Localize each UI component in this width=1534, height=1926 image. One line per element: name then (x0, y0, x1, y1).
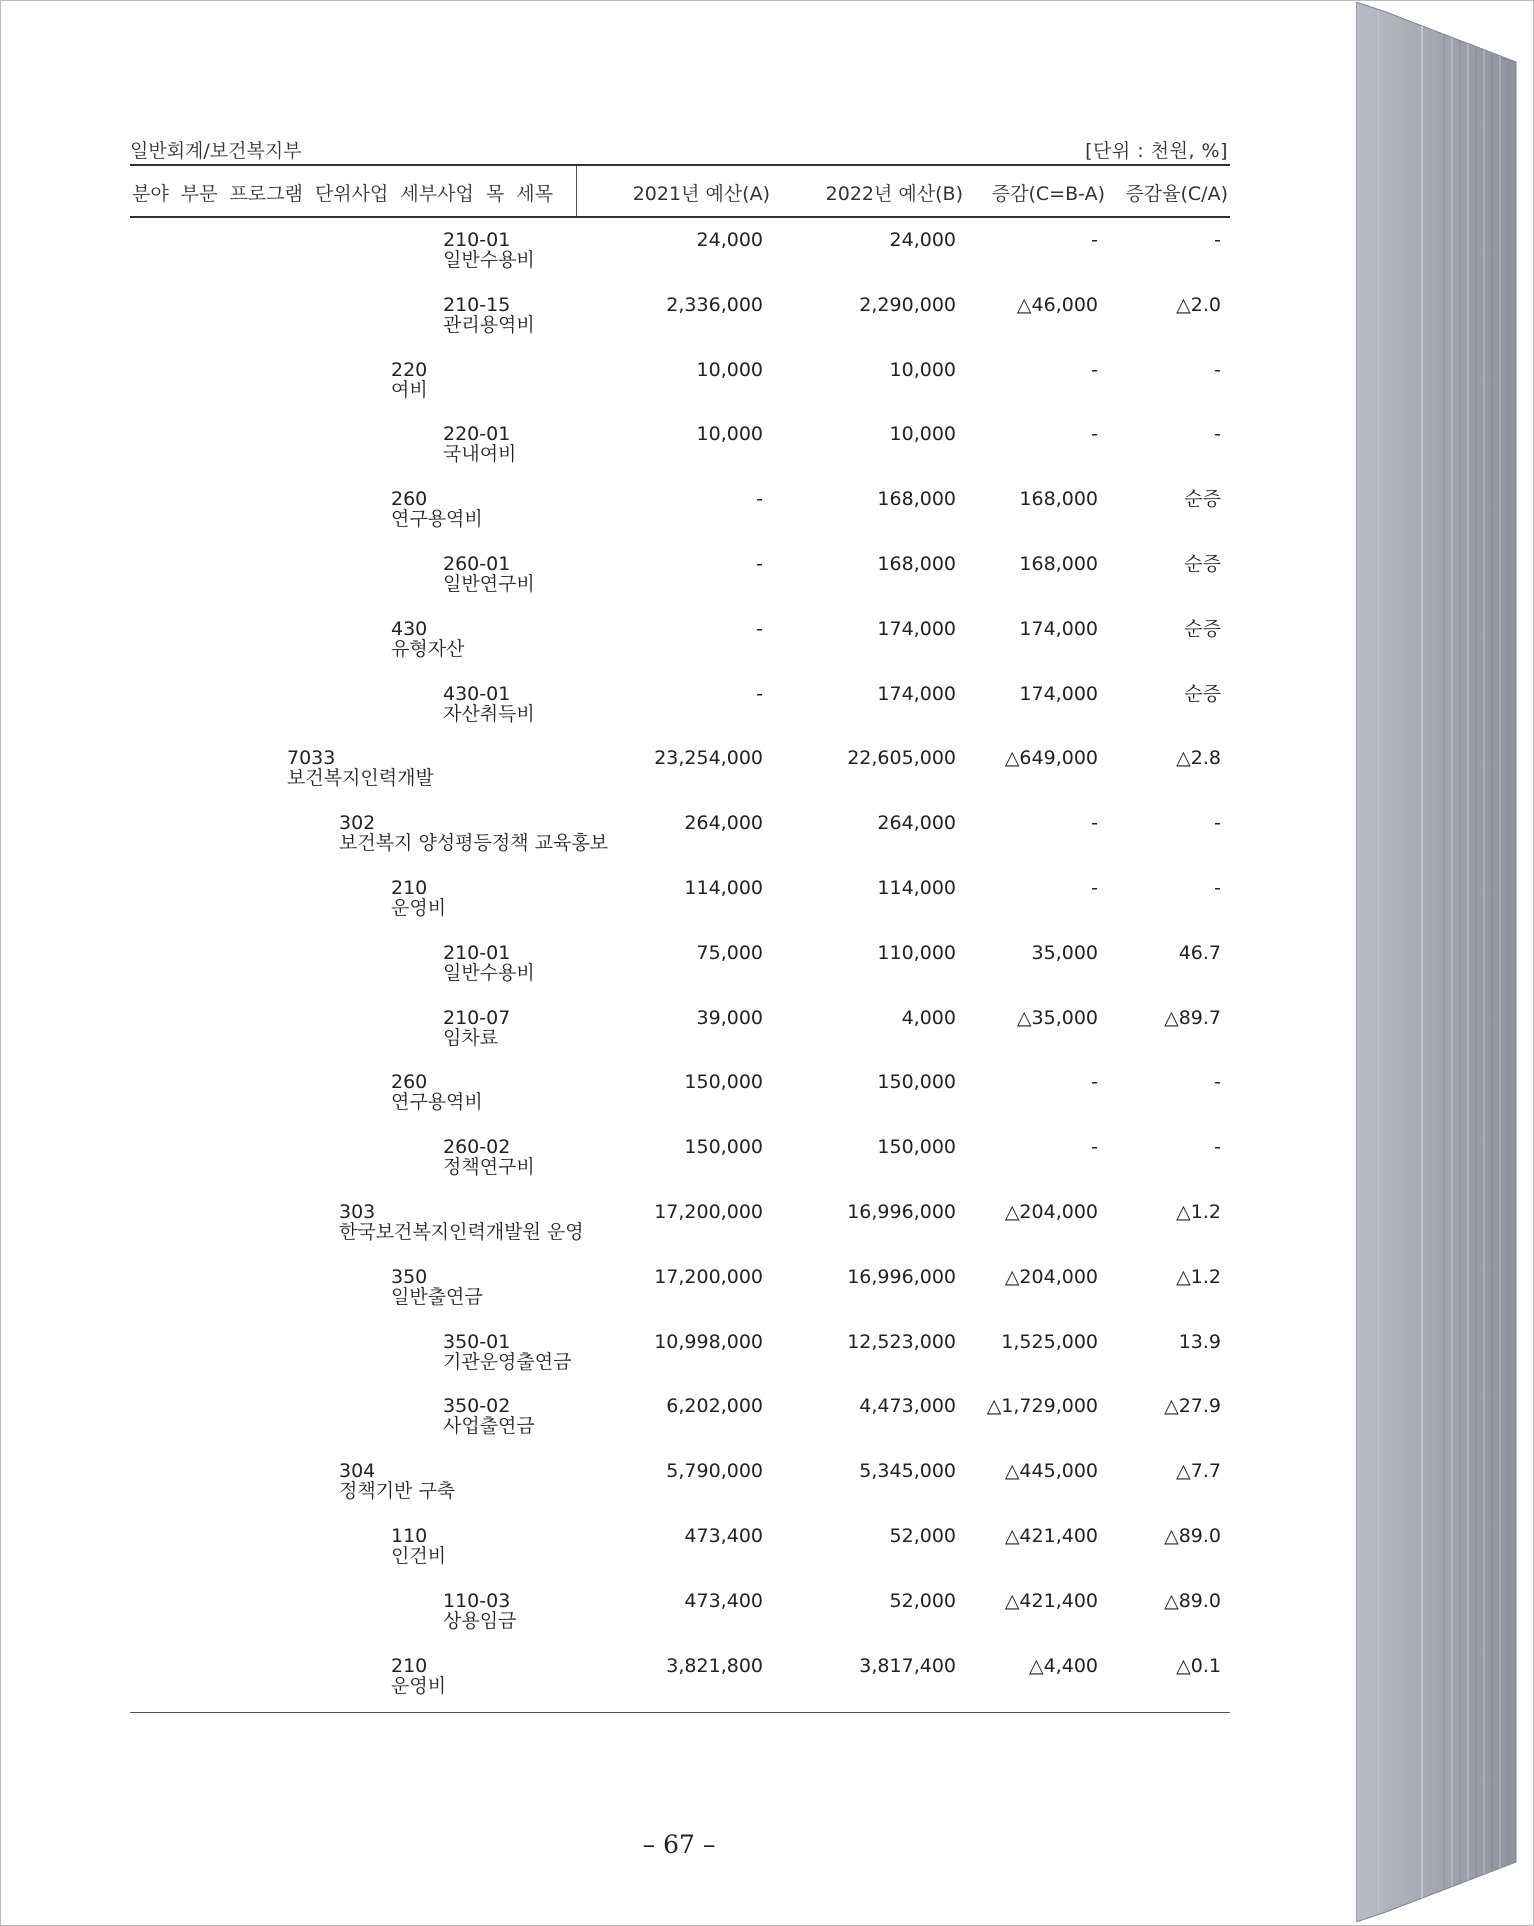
item-name: 유형자산 (391, 638, 465, 660)
column-header-category: 분야 부문 프로그램 단위사업 세부사업 목 세목 (132, 183, 553, 205)
change-rate-cell: - (1214, 423, 1221, 445)
budget-2021-cell: 150,000 (684, 1071, 763, 1093)
section-label: 일반회계/보건복지부 (130, 140, 302, 162)
document-page (2, 2, 1357, 1922)
table-row (2, 1656, 1356, 1716)
budget-2021-cell: - (756, 553, 763, 575)
change-cell: - (1091, 229, 1098, 251)
change-rate-cell: △27.9 (1164, 1395, 1221, 1417)
item-name: 일반수용비 (443, 249, 535, 271)
budget-2022-cell: 24,000 (889, 229, 956, 251)
change-cell: △35,000 (1016, 1007, 1098, 1029)
item-code: 210 (391, 1655, 428, 1677)
budget-2022-cell: 4,473,000 (859, 1395, 956, 1417)
change-rate-cell: 13.9 (1178, 1331, 1221, 1353)
table-row (2, 554, 1356, 614)
change-cell: 168,000 (1019, 488, 1098, 510)
budget-2022-cell: 174,000 (877, 618, 956, 640)
table-row (2, 748, 1356, 808)
change-cell: △4,400 (1028, 1655, 1098, 1677)
book-page-edges (1356, 2, 1531, 1922)
page-number: – 67 – (642, 1830, 716, 1859)
budget-2022-cell: 168,000 (877, 488, 956, 510)
budget-2021-cell: 473,400 (684, 1525, 763, 1547)
budget-2022-cell: 168,000 (877, 553, 956, 575)
budget-2022-cell: 52,000 (889, 1525, 956, 1547)
change-rate-cell: △89.7 (1164, 1007, 1221, 1029)
change-rate-cell: 순증 (1184, 618, 1221, 640)
item-code: 430 (391, 618, 428, 640)
item-name: 운영비 (391, 1675, 447, 1697)
change-rate-cell: △0.1 (1176, 1655, 1221, 1677)
change-cell: △46,000 (1016, 294, 1098, 316)
table-row (2, 1396, 1356, 1456)
budget-2022-cell: 4,000 (901, 1007, 956, 1029)
budget-2021-cell: 5,790,000 (666, 1460, 763, 1482)
item-name: 관리용역비 (443, 314, 535, 336)
change-rate-cell: - (1214, 229, 1221, 251)
change-cell: - (1091, 423, 1098, 445)
budget-2021-cell: 6,202,000 (666, 1395, 763, 1417)
change-rate-cell: - (1214, 877, 1221, 899)
change-rate-cell: - (1214, 1136, 1221, 1158)
change-rate-cell: 순증 (1184, 488, 1221, 510)
item-code: 304 (339, 1460, 376, 1482)
budget-2022-cell: 174,000 (877, 683, 956, 705)
change-cell: △649,000 (1004, 747, 1098, 769)
item-name: 임차료 (443, 1027, 499, 1049)
change-cell: △1,729,000 (986, 1395, 1098, 1417)
change-rate-cell: 46.7 (1178, 942, 1221, 964)
table-row (2, 1137, 1356, 1197)
item-name: 사업출연금 (443, 1415, 535, 1437)
item-code: 350-01 (443, 1331, 511, 1353)
table-row (2, 1267, 1356, 1327)
change-cell: - (1091, 1071, 1098, 1093)
change-cell: 1,525,000 (1001, 1331, 1098, 1353)
change-rate-cell: - (1214, 812, 1221, 834)
item-code: 210-01 (443, 942, 511, 964)
column-header-change: 증감(C=B-A) (991, 183, 1105, 205)
budget-2022-cell: 2,290,000 (859, 294, 956, 316)
table-row (2, 1526, 1356, 1586)
item-name: 기관운영출연금 (443, 1351, 572, 1373)
item-code: 220 (391, 359, 428, 381)
change-rate-cell: △1.2 (1176, 1266, 1221, 1288)
item-code: 220-01 (443, 423, 511, 445)
budget-2021-cell: 17,200,000 (654, 1201, 763, 1223)
table-row (2, 424, 1356, 484)
budget-2022-cell: 10,000 (889, 359, 956, 381)
item-name: 일반수용비 (443, 962, 535, 984)
budget-2022-cell: 110,000 (877, 942, 956, 964)
budget-2021-cell: 75,000 (696, 942, 763, 964)
item-code: 430-01 (443, 683, 511, 705)
item-name: 연구용역비 (391, 1091, 483, 1113)
budget-2022-cell: 150,000 (877, 1136, 956, 1158)
change-cell: △204,000 (1004, 1266, 1098, 1288)
change-rate-cell: 순증 (1184, 683, 1221, 705)
budget-2022-cell: 22,605,000 (847, 747, 956, 769)
table-header-rule (130, 216, 1230, 218)
table-row (2, 295, 1356, 355)
budget-2021-cell: 114,000 (684, 877, 763, 899)
item-code: 7033 (287, 747, 336, 769)
budget-2022-cell: 10,000 (889, 423, 956, 445)
budget-2021-cell: - (756, 683, 763, 705)
item-code: 260-01 (443, 553, 511, 575)
item-name: 일반출연금 (391, 1286, 483, 1308)
budget-2021-cell: 39,000 (696, 1007, 763, 1029)
change-cell: △421,400 (1004, 1590, 1098, 1612)
change-cell: - (1091, 1136, 1098, 1158)
table-row (2, 1332, 1356, 1392)
change-cell: - (1091, 812, 1098, 834)
column-header-change-rate: 증감율(C/A) (1125, 183, 1228, 205)
table-row (2, 360, 1356, 420)
change-cell: - (1091, 359, 1098, 381)
item-name: 보건복지인력개발 (287, 767, 434, 789)
change-rate-cell: △89.0 (1164, 1525, 1221, 1547)
change-rate-cell: △89.0 (1164, 1590, 1221, 1612)
table-row (2, 878, 1356, 938)
item-name: 정책연구비 (443, 1156, 535, 1178)
change-cell: 174,000 (1019, 618, 1098, 640)
item-code: 260 (391, 488, 428, 510)
table-row (2, 619, 1356, 679)
item-code: 110 (391, 1525, 428, 1547)
budget-2022-cell: 114,000 (877, 877, 956, 899)
change-rate-cell: △2.0 (1176, 294, 1221, 316)
change-rate-cell: △1.2 (1176, 1201, 1221, 1223)
item-code: 110-03 (443, 1590, 511, 1612)
change-rate-cell: 순증 (1184, 553, 1221, 575)
budget-2022-cell: 5,345,000 (859, 1460, 956, 1482)
change-cell: 35,000 (1031, 942, 1098, 964)
item-code: 303 (339, 1201, 376, 1223)
item-name: 연구용역비 (391, 508, 483, 530)
item-code: 210-07 (443, 1007, 511, 1029)
unit-label: [단위 : 천원, %] (1085, 140, 1228, 162)
change-cell: △204,000 (1004, 1201, 1098, 1223)
budget-2021-cell: 10,000 (696, 359, 763, 381)
item-name: 인건비 (391, 1545, 447, 1567)
item-name: 상용임금 (443, 1610, 517, 1632)
change-cell: - (1091, 877, 1098, 899)
table-row (2, 230, 1356, 290)
item-code: 210-15 (443, 294, 511, 316)
header-divider (576, 166, 577, 216)
change-rate-cell: - (1214, 359, 1221, 381)
budget-2022-cell: 12,523,000 (847, 1331, 956, 1353)
item-code: 260-02 (443, 1136, 511, 1158)
change-rate-cell: △7.7 (1176, 1460, 1221, 1482)
budget-2022-cell: 3,817,400 (859, 1655, 956, 1677)
budget-2022-cell: 16,996,000 (847, 1201, 956, 1223)
change-rate-cell: - (1214, 1071, 1221, 1093)
item-name: 자산취득비 (443, 703, 535, 725)
item-code: 350 (391, 1266, 428, 1288)
item-name: 일반연구비 (443, 573, 535, 595)
budget-2021-cell: 473,400 (684, 1590, 763, 1612)
change-cell: 174,000 (1019, 683, 1098, 705)
item-name: 한국보건복지인력개발원 운영 (339, 1221, 584, 1243)
budget-2021-cell: 24,000 (696, 229, 763, 251)
budget-2021-cell: - (756, 488, 763, 510)
table-row (2, 1072, 1356, 1132)
budget-2021-cell: 264,000 (684, 812, 763, 834)
item-name: 정책기반 구축 (339, 1480, 456, 1502)
table-row (2, 489, 1356, 549)
budget-2021-cell: - (756, 618, 763, 640)
change-cell: △421,400 (1004, 1525, 1098, 1547)
item-name: 국내여비 (443, 443, 517, 465)
item-name: 여비 (391, 379, 428, 401)
table-row (2, 1202, 1356, 1262)
budget-2021-cell: 10,000 (696, 423, 763, 445)
column-header-2022-budget: 2022년 예산(B) (825, 183, 963, 205)
table-bottom-rule (130, 1712, 1230, 1713)
table-row (2, 684, 1356, 744)
item-code: 210 (391, 877, 428, 899)
budget-2022-cell: 52,000 (889, 1590, 956, 1612)
budget-2021-cell: 23,254,000 (654, 747, 763, 769)
budget-2021-cell: 150,000 (684, 1136, 763, 1158)
item-code: 260 (391, 1071, 428, 1093)
table-row (2, 1591, 1356, 1651)
budget-2021-cell: 17,200,000 (654, 1266, 763, 1288)
budget-2022-cell: 264,000 (877, 812, 956, 834)
item-code: 302 (339, 812, 376, 834)
item-name: 운영비 (391, 897, 447, 919)
item-code: 210-01 (443, 229, 511, 251)
budget-2022-cell: 16,996,000 (847, 1266, 956, 1288)
table-row (2, 813, 1356, 873)
change-cell: △445,000 (1004, 1460, 1098, 1482)
table-row (2, 1008, 1356, 1068)
table-top-rule (130, 164, 1230, 166)
budget-2021-cell: 2,336,000 (666, 294, 763, 316)
table-row (2, 943, 1356, 1003)
item-name: 보건복지 양성평등정책 교육홍보 (339, 832, 609, 854)
item-code: 350-02 (443, 1395, 511, 1417)
change-cell: 168,000 (1019, 553, 1098, 575)
budget-2021-cell: 3,821,800 (666, 1655, 763, 1677)
table-row (2, 1461, 1356, 1521)
change-rate-cell: △2.8 (1176, 747, 1221, 769)
column-header-2021-budget: 2021년 예산(A) (632, 183, 770, 205)
budget-2022-cell: 150,000 (877, 1071, 956, 1093)
budget-2021-cell: 10,998,000 (654, 1331, 763, 1353)
